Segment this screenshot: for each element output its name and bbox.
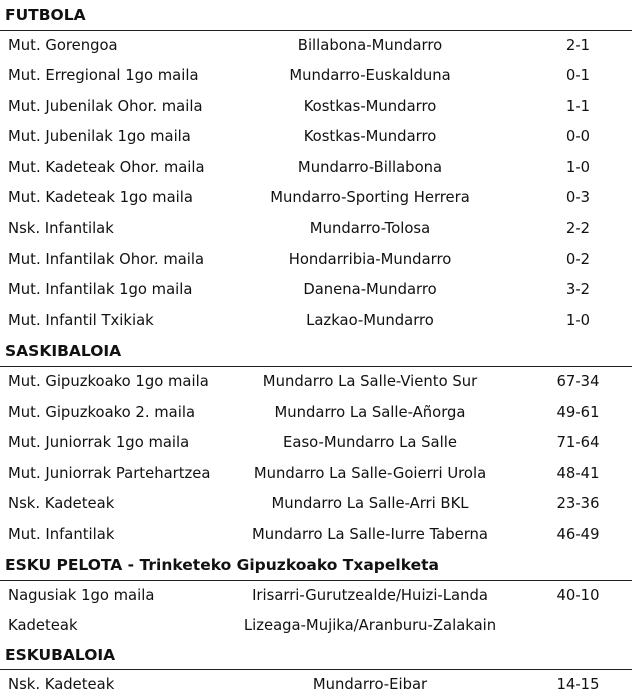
match-cell: Mundarro La Salle-Viento Sur: [262, 373, 478, 390]
score-cell: 46-49: [556, 526, 600, 543]
category-cell: Mut. Gipuzkoako 2. maila: [8, 404, 196, 421]
category-cell: Mut. Juniorrak Partehartzea: [8, 465, 211, 482]
result-row: [0, 367, 632, 397]
category-cell: Nagusiak 1go maila: [8, 587, 155, 604]
category-cell: Nsk. Infantilak: [8, 220, 114, 237]
match-cell: Lazkao-Mundarro: [306, 312, 434, 329]
category-cell: Mut. Kadeteak Ohor. maila: [8, 159, 205, 176]
score-cell: 67-34: [556, 373, 600, 390]
result-row: [0, 581, 632, 611]
match-cell: Kostkas-Mundarro: [303, 128, 437, 145]
result-row: [0, 245, 632, 275]
match-cell: Easo-Mundarro La Salle: [283, 434, 457, 451]
category-cell: Mut. Infantilak Ohor. maila: [8, 251, 205, 268]
score-cell: 1-0: [565, 312, 591, 329]
score-cell: 0-0: [565, 128, 591, 145]
match-cell: Mundarro-Billabona: [297, 159, 443, 176]
score-cell: 40-10: [556, 587, 600, 604]
match-cell: Hondarribia-Mundarro: [288, 251, 452, 268]
result-row: [0, 92, 632, 122]
category-cell: Kadeteak: [8, 617, 78, 634]
match-cell: Mundarro La Salle-Iurre Taberna: [251, 526, 488, 543]
score-cell: 2-2: [565, 220, 591, 237]
match-cell: Mundarro La Salle-Goierri Urola: [253, 465, 487, 482]
score-cell: 0-3: [565, 189, 591, 206]
score-cell: 71-64: [556, 434, 600, 451]
match-cell: Mundarro-Euskalduna: [289, 67, 451, 84]
category-cell: Mut. Infantilak 1go maila: [8, 281, 193, 298]
score-cell: 0-2: [565, 251, 591, 268]
result-row: [0, 122, 632, 152]
match-cell: Mundarro-Tolosa: [309, 220, 431, 237]
result-row: [0, 398, 632, 428]
score-cell: 1-0: [565, 159, 591, 176]
category-cell: Mut. Erregional 1go maila: [8, 67, 199, 84]
match-cell: Mundarro La Salle-Arri BKL: [271, 495, 469, 512]
score-cell: 14-15: [556, 676, 600, 693]
category-cell: Mut. Kadeteak 1go maila: [8, 189, 193, 206]
match-cell: Danena-Mundarro: [303, 281, 437, 298]
section-title-esku-pelota: ESKU PELOTA - Trinketeko Gipuzkoako Txapelketa: [5, 556, 439, 574]
result-row: [0, 520, 632, 550]
result-row: [0, 670, 632, 700]
result-row: [0, 489, 632, 519]
match-cell: Irisarri-Gurutzealde/Huizi-Landa: [252, 587, 488, 604]
category-cell: Mut. Jubenilak Ohor. maila: [8, 98, 203, 115]
score-cell: 0-1: [565, 67, 591, 84]
section-title-eskubaloia: ESKUBALOIA: [5, 646, 116, 664]
match-cell: Billabona-Mundarro: [297, 37, 443, 54]
result-row: [0, 611, 632, 641]
score-cell: 48-41: [556, 465, 600, 482]
category-cell: Mut. Gorengoa: [8, 37, 118, 54]
result-row: [0, 31, 632, 61]
result-row: [0, 183, 632, 213]
category-cell: Mut. Infantilak: [8, 526, 115, 543]
category-cell: Nsk. Kadeteak: [8, 676, 115, 693]
match-cell: Mundarro-Eibar: [312, 676, 428, 693]
match-cell: Kostkas-Mundarro: [303, 98, 437, 115]
score-cell: 3-2: [565, 281, 591, 298]
match-cell: Mundarro-Sporting Herrera: [270, 189, 470, 206]
section-title-saskibaloia: SASKIBALOIA: [5, 342, 122, 360]
result-row: [0, 306, 632, 336]
match-cell: Lizeaga-Mujika/Aranburu-Zalakain: [243, 617, 497, 634]
category-cell: Nsk. Kadeteak: [8, 495, 115, 512]
score-cell: 49-61: [556, 404, 600, 421]
category-cell: Mut. Juniorrak 1go maila: [8, 434, 190, 451]
match-cell: Mundarro La Salle-Añorga: [274, 404, 466, 421]
result-row: [0, 61, 632, 91]
result-row: [0, 214, 632, 244]
category-cell: Mut. Gipuzkoako 1go maila: [8, 373, 209, 390]
result-row: [0, 459, 632, 489]
score-cell: 1-1: [565, 98, 591, 115]
result-row: [0, 275, 632, 305]
category-cell: Mut. Jubenilak 1go maila: [8, 128, 191, 145]
category-cell: Mut. Infantil Txikiak: [8, 312, 154, 329]
score-cell: 2-1: [565, 37, 591, 54]
result-row: [0, 153, 632, 183]
score-cell: 23-36: [556, 495, 600, 512]
result-row: [0, 428, 632, 458]
section-title-futbola: FUTBOLA: [5, 6, 86, 24]
